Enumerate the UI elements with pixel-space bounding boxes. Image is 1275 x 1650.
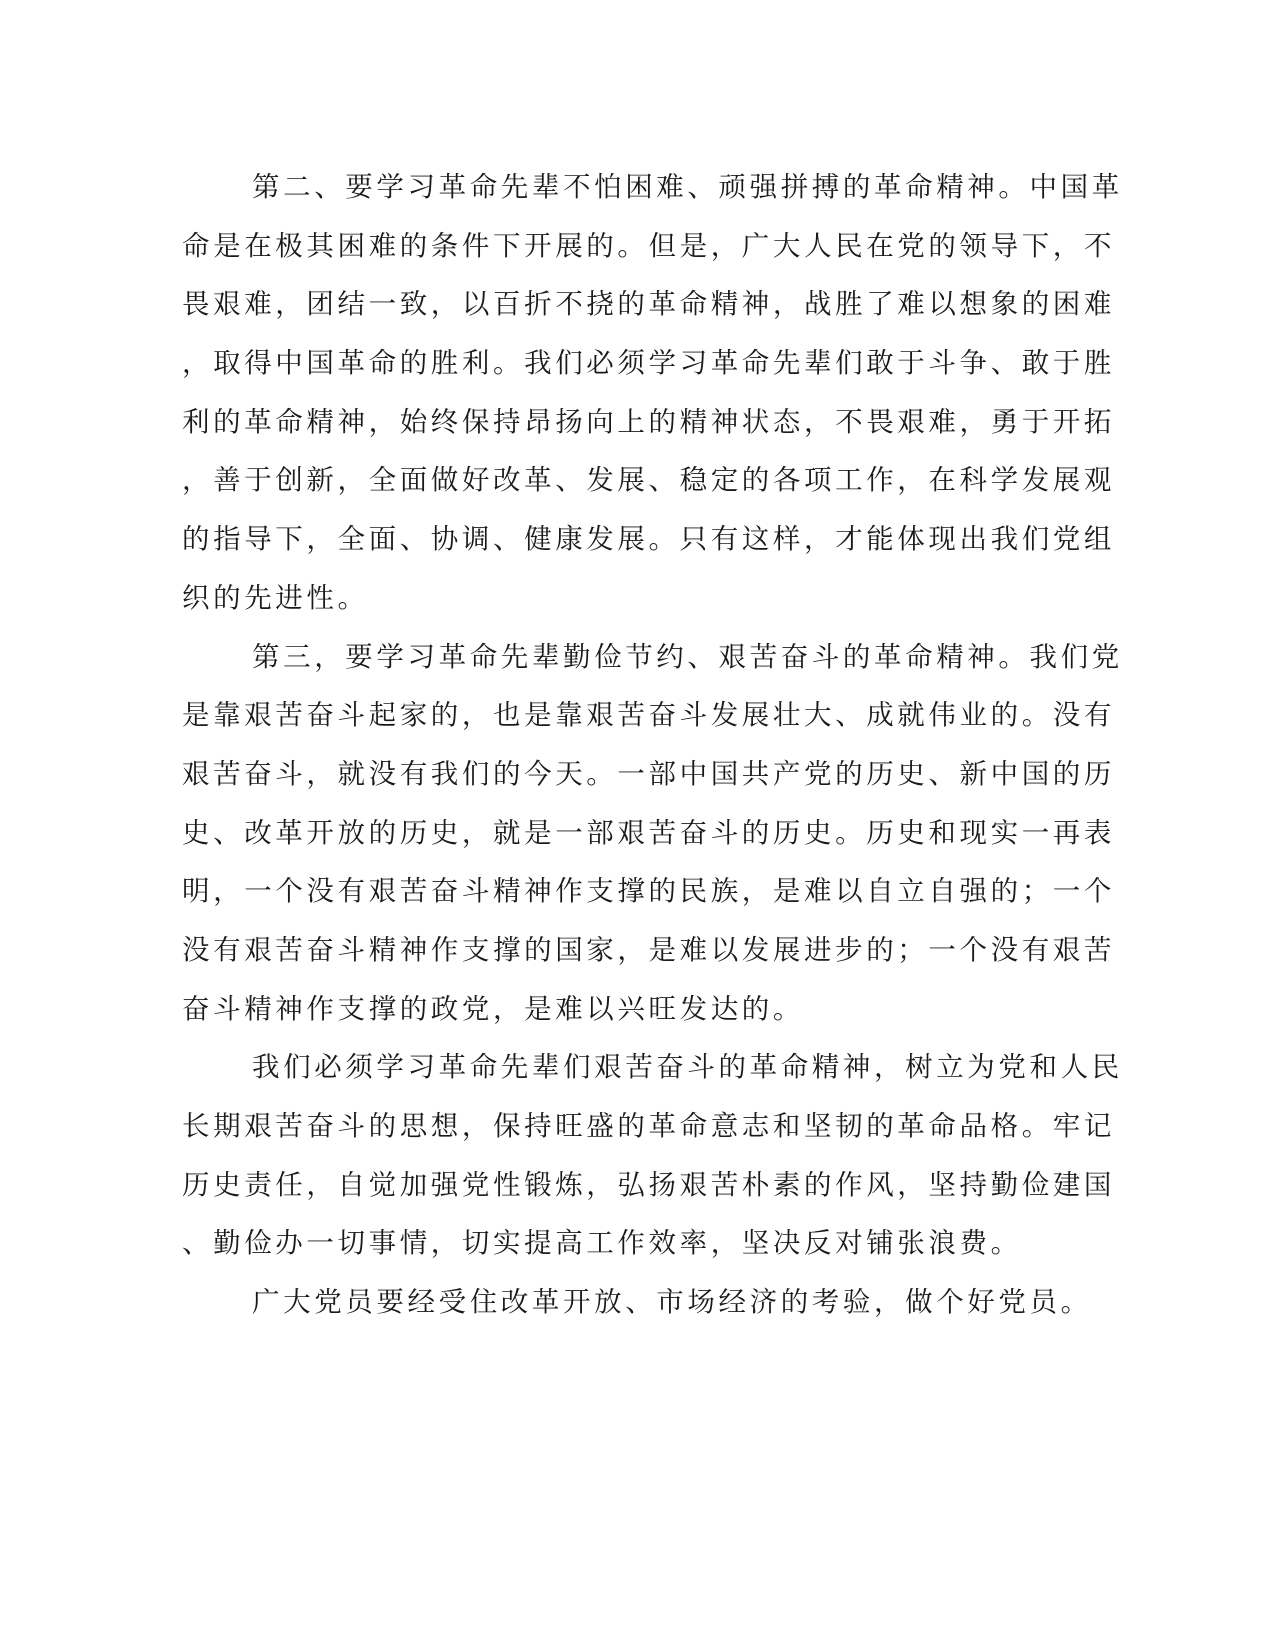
document-body bbox=[182, 158, 1123, 1332]
text-line: 史、改革开放的历史，就是一部艰苦奋斗的历史。历史和现实一再表 bbox=[182, 816, 1115, 849]
text-line: 广大党员要经受住改革开放、市场经济的考验，做个好党员。 bbox=[252, 1286, 1092, 1319]
text-line: 、勤俭办一切事情，切实提高工作效率，坚决反对铺张浪费。 bbox=[182, 1227, 1022, 1260]
paragraph-second-point bbox=[182, 158, 1123, 628]
text-line: 的指导下，全面、协调、健康发展。只有这样，才能体现出我们党组 bbox=[182, 523, 1115, 556]
text-line: 织的先进性。 bbox=[182, 581, 369, 614]
text-line: 第二、要学习革命先辈不怕困难、顽强拼搏的革命精神。中国革 bbox=[252, 171, 1123, 203]
paragraph-third-point bbox=[182, 628, 1123, 1039]
text-line: 奋斗精神作支撑的政党，是难以兴旺发达的。 bbox=[182, 992, 804, 1025]
text-line: ，善于创新，全面做好改革、发展、稳定的各项工作，在科学发展观 bbox=[182, 464, 1115, 497]
text-line: ，取得中国革命的胜利。我们必须学习革命先辈们敢于斗争、敢于胜 bbox=[182, 347, 1115, 380]
text-line: 历史责任，自觉加强党性锻炼，弘扬艰苦朴素的作风，坚持勤俭建国 bbox=[182, 1168, 1115, 1201]
text-line: 没有艰苦奋斗精神作支撑的国家，是难以发展进步的；一个没有艰苦 bbox=[182, 933, 1115, 966]
text-line: 长期艰苦奋斗的思想，保持旺盛的革命意志和坚韧的革命品格。牢记 bbox=[182, 1110, 1115, 1142]
text-line: 我们必须学习革命先辈们艰苦奋斗的革命精神，树立为党和人民 bbox=[252, 1051, 1123, 1084]
text-line: 是靠艰苦奋斗起家的，也是靠艰苦奋斗发展壮大、成就伟业的。没有 bbox=[182, 699, 1115, 732]
text-line: 第三，要学习革命先辈勤俭节约、艰苦奋斗的革命精神。我们党 bbox=[252, 640, 1123, 673]
text-line: 命是在极其困难的条件下开展的。但是，广大人民在党的领导下，不 bbox=[182, 229, 1115, 262]
text-line: 明，一个没有艰苦奋斗精神作支撑的民族，是难以自立自强的；一个 bbox=[182, 875, 1115, 908]
text-line: 艰苦奋斗，就没有我们的今天。一部中国共产党的历史、新中国的历 bbox=[182, 757, 1115, 790]
paragraph-learn-hard-struggle bbox=[182, 1038, 1123, 1273]
paragraph-party-members bbox=[182, 1273, 1092, 1332]
text-line: 利的革命精神，始终保持昂扬向上的精神状态，不畏艰难，勇于开拓 bbox=[182, 405, 1115, 438]
text-line: 畏艰难，团结一致，以百折不挠的革命精神，战胜了难以想象的困难 bbox=[182, 288, 1115, 321]
